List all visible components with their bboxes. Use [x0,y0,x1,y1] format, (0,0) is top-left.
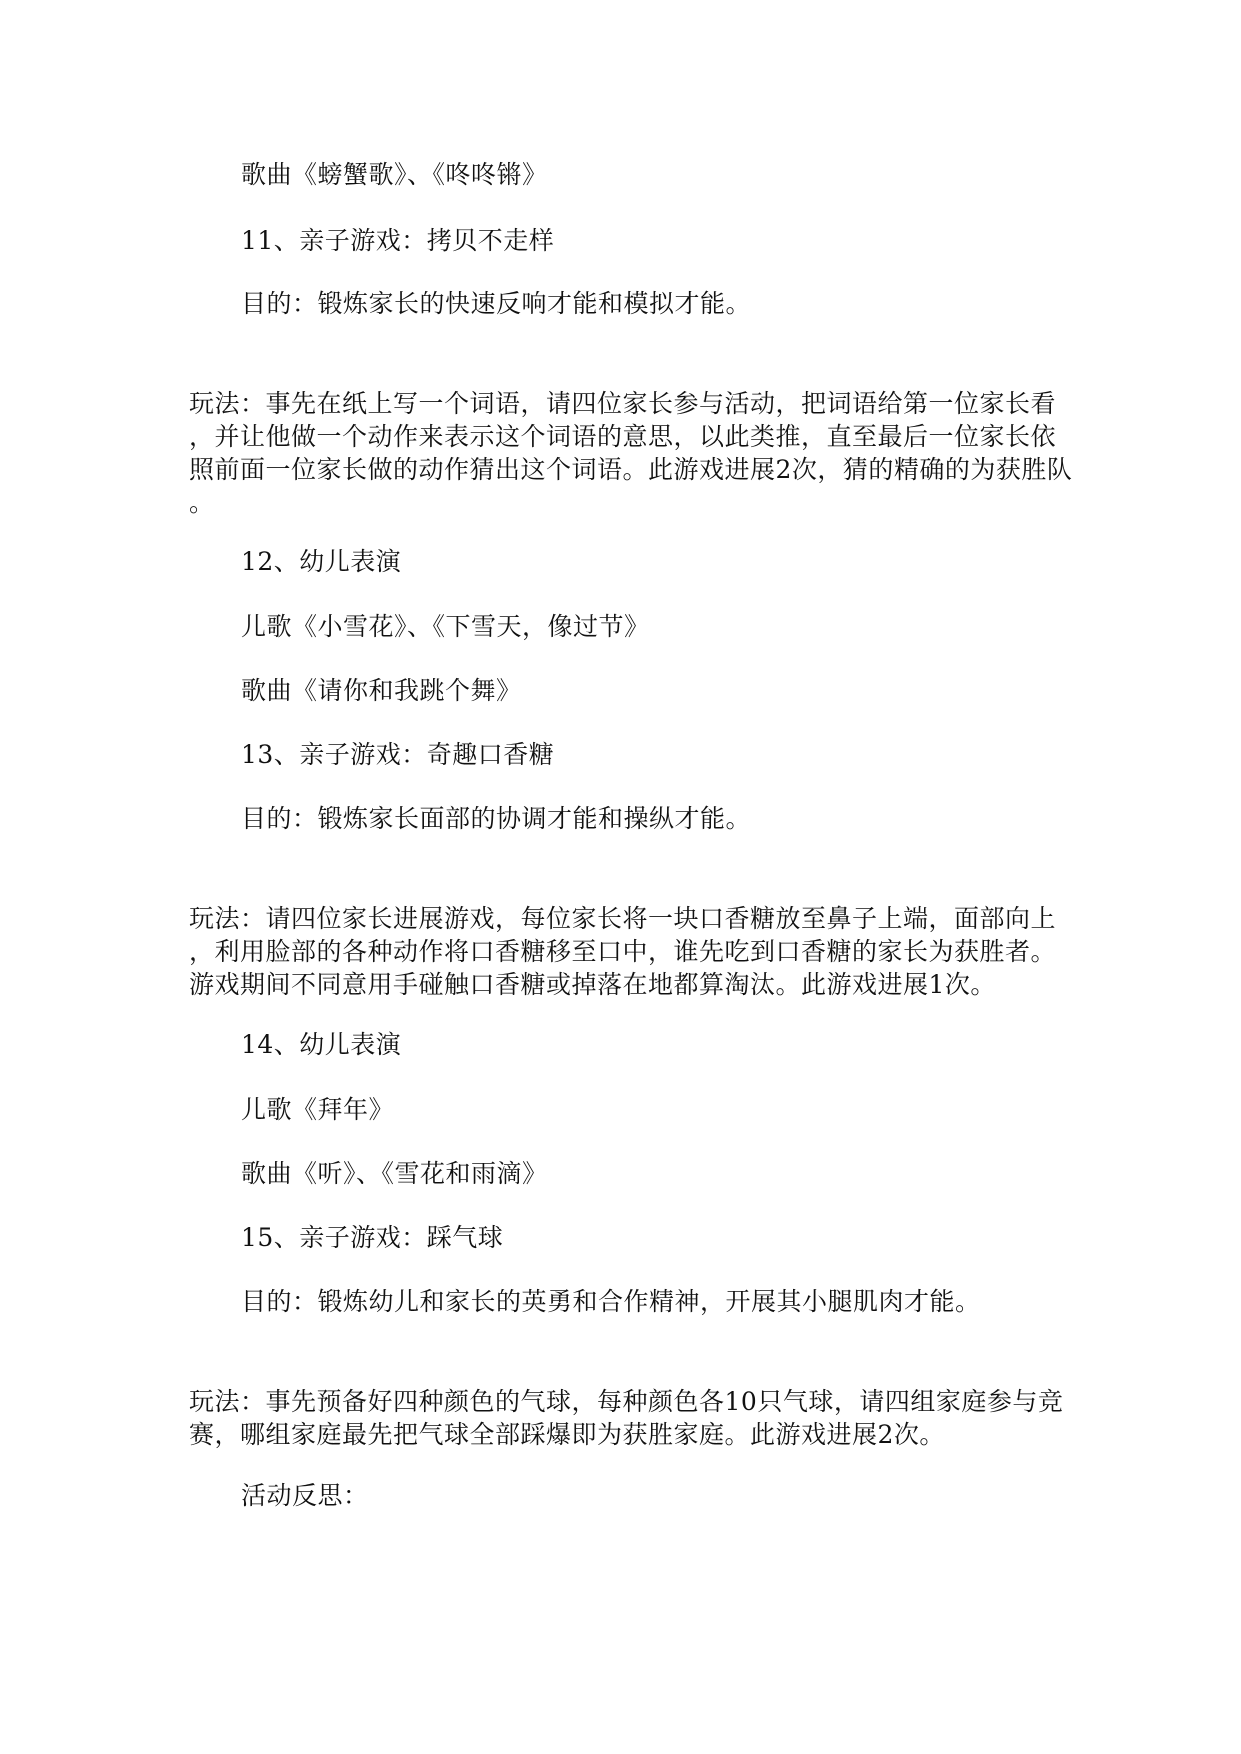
game-13-rules-line: 玩法：请四位家长进展游戏，每位家长将一块口香糖放至鼻子上端，面部向上 [189,904,1057,933]
performance-12-heading: 12、幼儿表演 [241,547,402,576]
game-13-purpose: 目的：锻炼家长面部的协调才能和操纵才能。 [241,804,752,833]
game-11-rules [189,387,1073,519]
nursery-rhyme-12: 儿歌《小雪花》、《下雪天，像过节》 [241,612,650,641]
game-15-rules-line: 赛，哪组家庭最先把气球全部踩爆即为获胜家庭。此游戏进展2次。 [189,1420,945,1449]
game-13-rules-line: 游戏期间不同意用手碰触口香糖或掉落在地都算淘汰。此游戏进展1次。 [189,970,996,999]
performance-14-heading: 14、幼儿表演 [241,1030,402,1059]
game-11-rules-line: 。 [189,488,215,517]
game-13-rules [189,902,1069,1001]
song-14: 歌曲《听》、《雪花和雨滴》 [241,1159,548,1188]
game-15-rules-line: 玩法：事先预备好四种颜色的气球，每种颜色各10只气球，请四组家庭参与竞 [189,1387,1064,1416]
game-11-rules-line: 玩法：事先在纸上写一个词语，请四位家长参与活动，把词语给第一位家长看 [189,389,1057,418]
song-line-1: 歌曲《螃蟹歌》、《咚咚锵》 [241,160,548,189]
game-15-heading: 15、亲子游戏：踩气球 [241,1223,504,1252]
reflection-heading: 活动反思： [241,1481,369,1510]
game-11-rules-line: ，并让他做一个动作来表示这个词语的意思，以此类推，直至最后一位家长依 [189,422,1057,451]
game-11-rules-line: 照前面一位家长做的动作猜出这个词语。此游戏进展2次，猜的精确的为获胜队 [189,455,1073,484]
nursery-rhyme-14: 儿歌《拜年》 [241,1095,395,1124]
game-13-rules-line: ，利用脸部的各种动作将口香糖移至口中，谁先吃到口香糖的家长为获胜者。 [189,937,1057,966]
game-15-purpose: 目的：锻炼幼儿和家长的英勇和合作精神，开展其小腿肌肉才能。 [241,1287,981,1316]
song-12: 歌曲《请你和我跳个舞》 [241,676,522,705]
game-11-purpose: 目的：锻炼家长的快速反响才能和模拟才能。 [241,289,752,318]
game-11-heading: 11、亲子游戏：拷贝不走样 [241,226,555,255]
game-15-rules [189,1385,1069,1451]
game-13-heading: 13、亲子游戏：奇趣口香糖 [241,740,555,769]
